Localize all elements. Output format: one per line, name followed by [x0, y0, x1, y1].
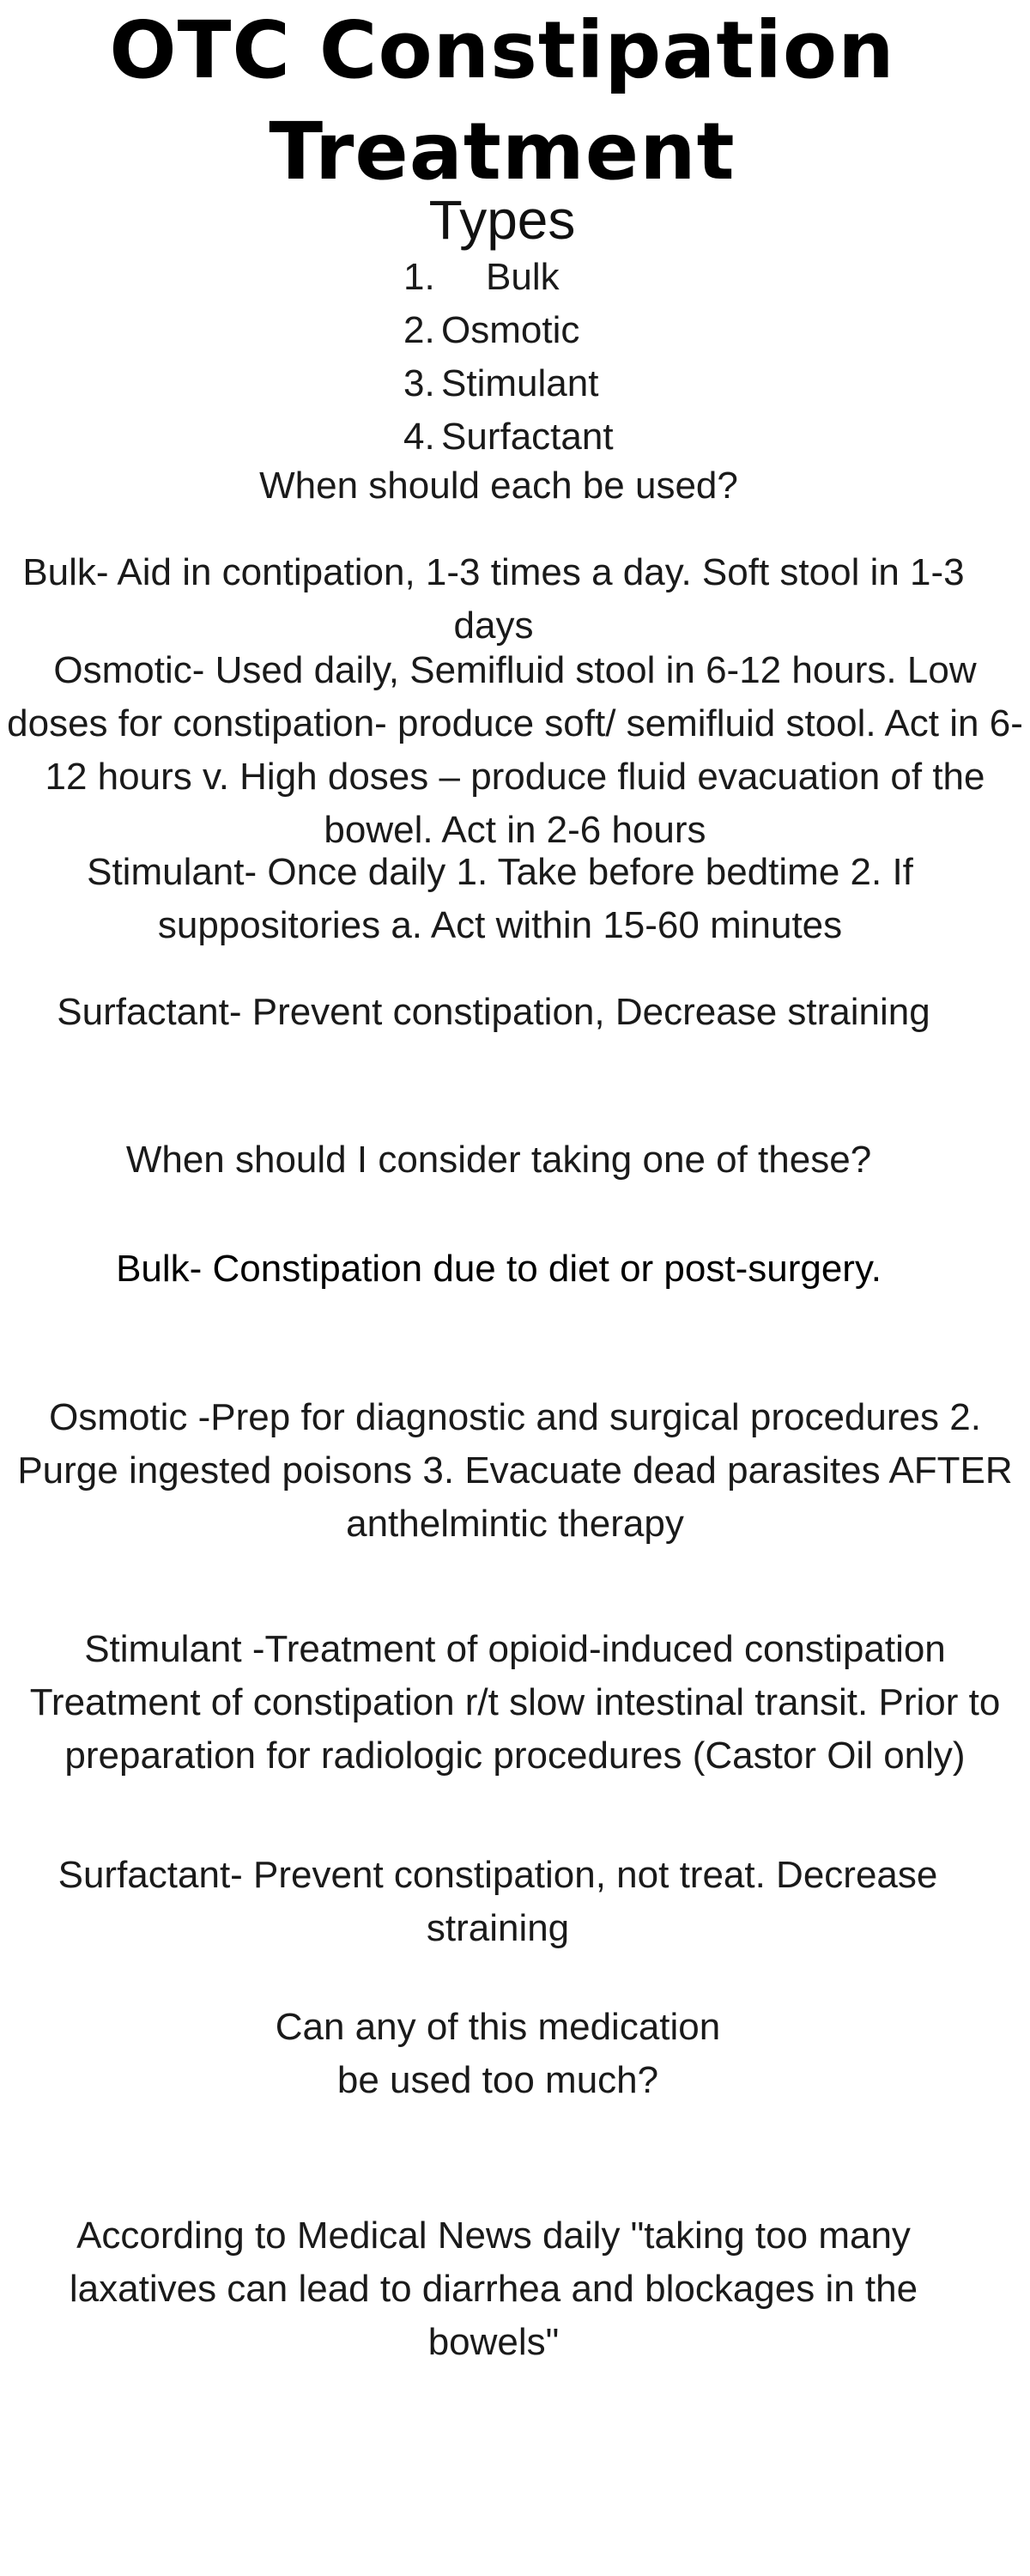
types-list: [403, 251, 614, 464]
consider-surfactant: Surfactant- Prevent constipation, not treat. Decrease straining: [58, 1854, 938, 1949]
usage-bulk: Bulk- Aid in contipation, 1-3 times a day. Soft stool in 1-3 days: [22, 551, 965, 647]
consider-bulk: Bulk- Constipation due to diet or post-surgery.: [116, 1248, 882, 1290]
question-when-used: When should each be used?: [259, 465, 738, 507]
title-line-2: Treatment: [269, 106, 736, 197]
question-overuse: [0, 2001, 996, 2107]
usage-osmotic: Osmotic- Used daily, Semifluid stool in 6-12 hours. Low doses for constipation- produce soft/ semifluid stool. Act in 6-12 hours v. High doses – produce fluid evacuation of the bowel. Act in 2-6 hours: [7, 649, 1023, 851]
list-item: [403, 357, 614, 410]
overuse-answer: According to Medical News daily "taking too many laxatives can lead to diarrhea and blockages in the bowels": [69, 2215, 918, 2363]
question-overuse-line-1: Can any of this medication: [275, 2006, 721, 2048]
consider-osmotic: Osmotic -Prep for diagnostic and surgical procedures 2. Purge ingested poisons 3. Evacuate dead parasites AFTER anthelmintic therapy: [17, 1396, 1013, 1545]
list-item-number: 3.: [403, 362, 435, 404]
consider-stimulant: Stimulant -Treatment of opioid-induced constipation Treatment of constipation r/t slow intestinal transit. Prior to preparation for radiologic procedures (Castor Oil only): [29, 1628, 1001, 1777]
list-item: [403, 304, 614, 357]
list-item-number: 4.: [403, 416, 435, 458]
list-item-number: 2.: [403, 309, 435, 351]
title-line-1: OTC Constipation: [109, 4, 895, 96]
list-item-number: 1.: [403, 256, 435, 298]
list-item-label: Osmotic: [441, 309, 580, 351]
list-item: [403, 410, 614, 464]
list-item-label: Surfactant: [441, 416, 614, 458]
question-overuse-line-2: be used too much?: [336, 2059, 659, 2101]
usage-stimulant: Stimulant- Once daily 1. Take before bedtime 2. If suppositories a. Act within 15-60 minutes: [87, 851, 913, 946]
question-consider: When should I consider taking one of these?: [125, 1139, 872, 1181]
list-item-label: Bulk: [486, 256, 560, 298]
list-item-label: Stimulant: [441, 362, 599, 404]
list-item: [403, 251, 614, 304]
types-heading: Types: [428, 189, 576, 251]
page-title: [0, 0, 1004, 203]
usage-surfactant: Surfactant- Prevent constipation, Decrease straining: [57, 991, 930, 1033]
